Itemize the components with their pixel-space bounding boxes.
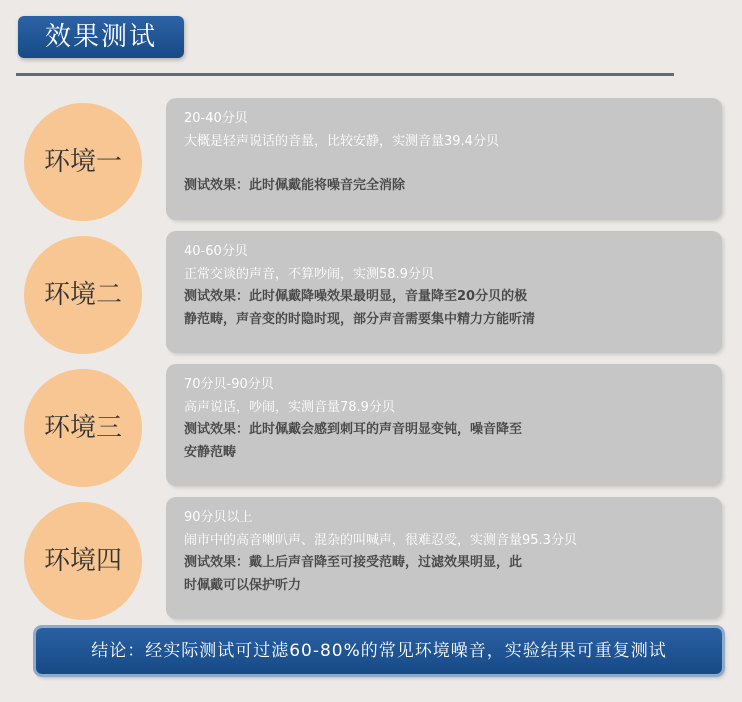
environment-4-effect-text-1: 戴上后声音降至可接受范畴，过滤效果明显，此	[249, 555, 523, 570]
environment-2-effect-text-2: 静范畴，声音变的时隐时现，部分声音需要集中精力方能听清	[184, 311, 536, 327]
environment-4-range: 90分贝以上	[184, 510, 253, 525]
environment-3-effect-label: 测试效果：	[184, 422, 250, 437]
environment-4-card	[166, 497, 722, 619]
environment-2-effect-label: 测试效果：	[184, 289, 250, 304]
environment-3-card	[166, 364, 722, 486]
environment-1-card	[166, 98, 722, 220]
environment-2-badge: 环境二	[24, 236, 142, 354]
environment-3-description: 高声说话，吵闹，实测音量78.9分贝	[184, 399, 395, 415]
environment-2-range: 40-60分贝	[184, 244, 248, 259]
environment-1-description: 大概是轻声说话的音量，比较安静，实测音量39.4分贝	[184, 133, 499, 149]
environment-4-effect	[184, 552, 706, 575]
environment-1-effect	[184, 175, 706, 198]
environment-1-range: 20-40分贝	[184, 111, 248, 126]
environment-4-badge: 环境四	[24, 502, 142, 620]
section-title: 效果测试	[18, 16, 184, 58]
environment-3-effect-text-2: 安静范畴	[184, 444, 237, 460]
environment-1-effect-text: 此时佩戴能将噪音完全消除	[249, 178, 406, 193]
environment-3-badge: 环境三	[24, 369, 142, 487]
title-divider	[16, 73, 674, 76]
environment-2-card	[166, 231, 722, 353]
environment-2-effect	[184, 286, 706, 309]
environment-2-effect-text-1: 此时佩戴降噪效果最明显，音量降至20分贝的极	[249, 289, 528, 304]
environment-4-effect-label: 测试效果：	[184, 555, 250, 570]
environment-2-description: 正常交谈的声音，不算吵闹，实测58.9分贝	[184, 266, 434, 282]
environment-3-effect	[184, 419, 706, 442]
environment-3-effect-text-1: 此时佩戴会感到刺耳的声音明显变钝，噪音降至	[249, 422, 523, 437]
environment-4-description: 闹市中的高音喇叭声、混杂的叫喊声，很难忍受，实测音量95.3分贝	[184, 532, 577, 548]
environment-4-effect-text-2: 时佩戴可以保护听力	[184, 577, 302, 593]
environment-1-effect-label: 测试效果：	[184, 178, 250, 193]
environment-3-range: 70分贝-90分贝	[184, 377, 274, 392]
conclusion-banner: 结论：经实际测试可过滤60-80%的常见环境噪音，实验结果可重复测试	[36, 628, 722, 674]
environment-1-badge: 环境一	[24, 103, 142, 221]
